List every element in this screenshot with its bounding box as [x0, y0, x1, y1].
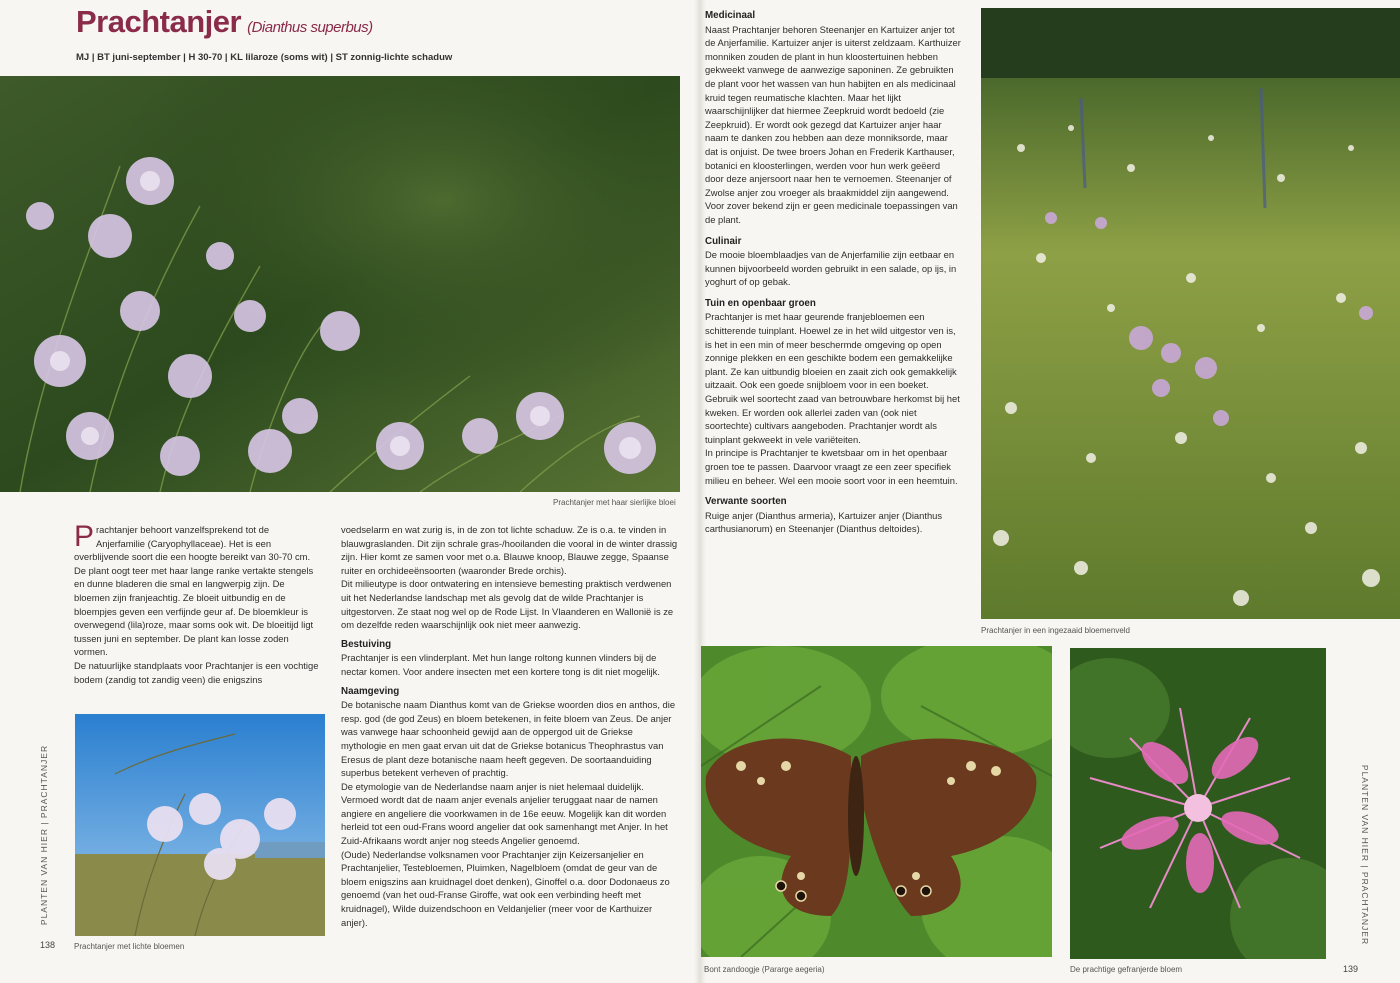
photo-meadow-image [981, 8, 1400, 619]
photo-meadow-caption: Prachtanjer in een ingezaaid bloemenveld [981, 626, 1130, 635]
photo-main-flowers-image [0, 76, 680, 492]
photo-pink-flower [1070, 648, 1326, 959]
heading-verwante: Verwante soorten [705, 496, 787, 508]
photo-pink-flower-image [1070, 648, 1326, 959]
verwante-paragraph: Ruige anjer (Dianthus armeria), Kartuizer anjer (Dianthus carthusianorum) en Steenanjer (Dianthus deltoides). [705, 509, 943, 535]
photo-main-caption: Prachtanjer met haar sierlijke bloei [553, 498, 676, 507]
title-text: Prachtanjer [76, 4, 242, 39]
photo-light-flowers-caption: Prachtanjer met lichte bloemen [74, 942, 185, 951]
page-title [76, 4, 373, 40]
left-column-2 [341, 523, 680, 929]
right-side-label: PLANTEN VAN HIER | PRACHTANJER [1360, 764, 1371, 946]
naamgeving-paragraph-3: (Oude) Nederlandse volksnamen voor Prachtanjer zijn Keizersanjelier en Prachtanjelier, Testebloemen, Pluimken, Nagelbloem (omdat de geur van de bloem enigszins aan kruidnagel doet denken), Ginoffel o.a. door Dodonaeus zo genoemd (van het oud-Franse Giroffe, wat ook een verbinding heeft met kruidnagel), Wilde duizendschoon en Veldanjelier (meer voor de Karthuizer anjer). [341, 848, 670, 928]
photo-main-flowers [0, 76, 680, 492]
right-column [705, 9, 961, 536]
photo-light-flowers-image [75, 714, 325, 936]
page-number-right: 139 [1343, 964, 1359, 974]
title-latin: (Dianthus superbus) [247, 19, 373, 36]
tuin-paragraph-1: Prachtanjer is met haar geurende franjebloemen een schitterende tuinplant. Hoewel ze in het wild uitgestor ven is, is het in een min of meer beschermde omgeving op open zonnige plekken en een geschikte bodem een gemakkelijke plant. Ze kan uitbundig bloeien en zaait zich ook gemakkelijk uitzaait. Ook een goede snijbloem voor in een boeket. Gebruik wel soortecht zaad van betrouwbare herkomst bij het kweken. Er worden ook allerlei zaden van (ook niet soortechte) cultivars aangeboden. Prachtanjer wordt als tuinplant gekweekt in vele variëteiten. [705, 311, 960, 445]
photo-meadow [981, 8, 1400, 619]
habitat-continued: voedselarm en wat zurig is, in de zon tot lichte schaduw. Ze is o.a. te vinden in blauwgraslanden. Dit zijn schrale gras-/hooilanden die vooral in de winter drassig zijn. Hier komt ze samen voor met o.a. Blauwe knoop, Blauwe zegge, Spaanse ruiter en orchideeënsoorten (waaronder Brede orchis). [341, 524, 678, 576]
naamgeving-paragraph-1: De botanische naam Dianthus komt van de Griekse woorden dios en anthos, die resp. god (de god Zeus) en bloem betekenen, in feite bloem van Zeus. De anjer was vanwege haar schoonheid gewijd aan de oppergod uit de Griekse mythologie en men gaat ervan uit dat de Griekse botanicus Theophrastus van Eresus de plant deze botanische naam heeft gegeven. De soortaanduiding superbus betekent verheven of prachtig. [341, 699, 676, 779]
photo-butterfly-image [701, 646, 1052, 957]
tuin-paragraph-2: In principe is Prachtanjer te kwetsbaar om in het openbaar groen toe te passen. Daarvoor vraagt ze een zeer specifiek milieu en beheer. Wel een mooie soort voor in een heemtuin. [705, 447, 958, 486]
photo-pink-flower-caption: De prachtige gefranjerde bloem [1070, 965, 1183, 974]
left-side-label: PLANTEN VAN HIER | PRACHTANJER [39, 744, 50, 926]
photo-butterfly [701, 646, 1052, 957]
photo-light-flowers [75, 714, 325, 936]
heading-tuin: Tuin en openbaar groen [705, 297, 816, 309]
heading-medicinaal: Medicinaal [705, 10, 756, 21]
dropcap: P [74, 520, 95, 553]
heading-bestuiving: Bestuiving [341, 638, 392, 650]
plant-meta-line: MJ | BT juni-september | H 30-70 | KL lilaroze (soms wit) | ST zonnig-lichte schaduw [76, 52, 453, 63]
left-column-1 [74, 520, 320, 686]
habitat-paragraph: De natuurlijke standplaats voor Prachtanjer is een vochtige bodem (zandig tot zandig veen) die enigszins [74, 659, 319, 685]
page-number-left: 138 [40, 940, 56, 950]
heading-naamgeving: Naamgeving [341, 685, 400, 697]
culinair-paragraph: De mooie bloemblaadjes van de Anjerfamilie zijn eetbaar en kunnen bijvoorbeeld worden gebruikt in een salade, op ijs, in yoghurt of op gebak. [705, 249, 957, 288]
extinction-paragraph: Dit milieutype is door ontwatering en intensieve bemesting praktisch verdwenen uit het Nederlandse landschap met als gevolg dat de wilde Prachtanjer is uitgestorven. Ze staat nog wel op de Rode Lijst. In Vlaanderen en Wallonië is ze om dezelfde reden waarschijnlijk ook niet meer aanwezig. [341, 578, 674, 631]
photo-butterfly-caption: Bont zandoogje (Pararge aegeria) [704, 965, 825, 974]
naamgeving-paragraph-2: De etymologie van de Nederlandse naam anjer is niet helemaal duidelijk. Vermoed wordt dat de naam anjer evenals anjelier teruggaat naar de namen angiere en angeliere die voorkwamen in de 16e eeuw. Mogelijk kan dit worden herleid tot een oud-Frans woord angelier dat ook samenhangt met Anjer. In het Zuid-Afrikaans wordt anjer nog steeds Angelier genoemd. [341, 780, 668, 847]
medicinaal-paragraph: Naast Prachtanjer behoren Steenanjer en Kartuizer anjer tot de Anjerfamilie. Kartuizer anjer is uiterst zeldzaam. Karthuizer monniken zouden de plant in hun kloostertuinen hebben gekweekt vanwege de aanwezige saponinen. Ze gebruikten de plant voor het wassen van hun habijten en als medicinaal kruid tegen reumatische klachten. Maar het lijkt waarschijnlijker dat hiermee Zeepkruid wordt bedoeld (zie Zeepkruid). Er wordt ook gezegd dat Kartuizer anjer haar naam te danken zou hebben aan deze monniksorde, maar dat is onjuist. De twee broers Johan en Frederik Karthauser, botanici en kloosterlingen, werden voor hun werk geëerd door deze anjersoort naar hen te vernoemen. Steenanjer of Zwolse anjer zou vroeger als braakmiddel zijn aangewend. Voor zover bekend zijn er geen medicinale toepassingen van de plant. [705, 23, 961, 225]
heading-culinair: Culinair [705, 235, 742, 247]
bestuiving-paragraph: Prachtanjer is een vlinderplant. Met hun lange roltong kunnen vlinders bij de nectar komen. Voor andere insecten met een kortere tong is dit niet mogelijk. [341, 652, 660, 677]
intro-paragraph [74, 520, 320, 659]
intro-text: rachtanjer behoort vanzelfsprekend tot de Anjerfamilie (Caryophyllaceae). Het is een overblijvende soort die een hoogte bereikt van 30-70 cm. De plant oogt teer met haar lange ranke vertakte stengels en dunne bladeren die smal en langwerpig zijn. De bloemen zijn franjeachtig. Ze bloeit uitbundig en de bloempjes geven een verfijnde geur af. De bloemkleur is overwegend (lila)roze, maar soms ook wit. De bloeitijd ligt tussen juni en september. De plant kan losse zoden vormen. [74, 524, 314, 658]
